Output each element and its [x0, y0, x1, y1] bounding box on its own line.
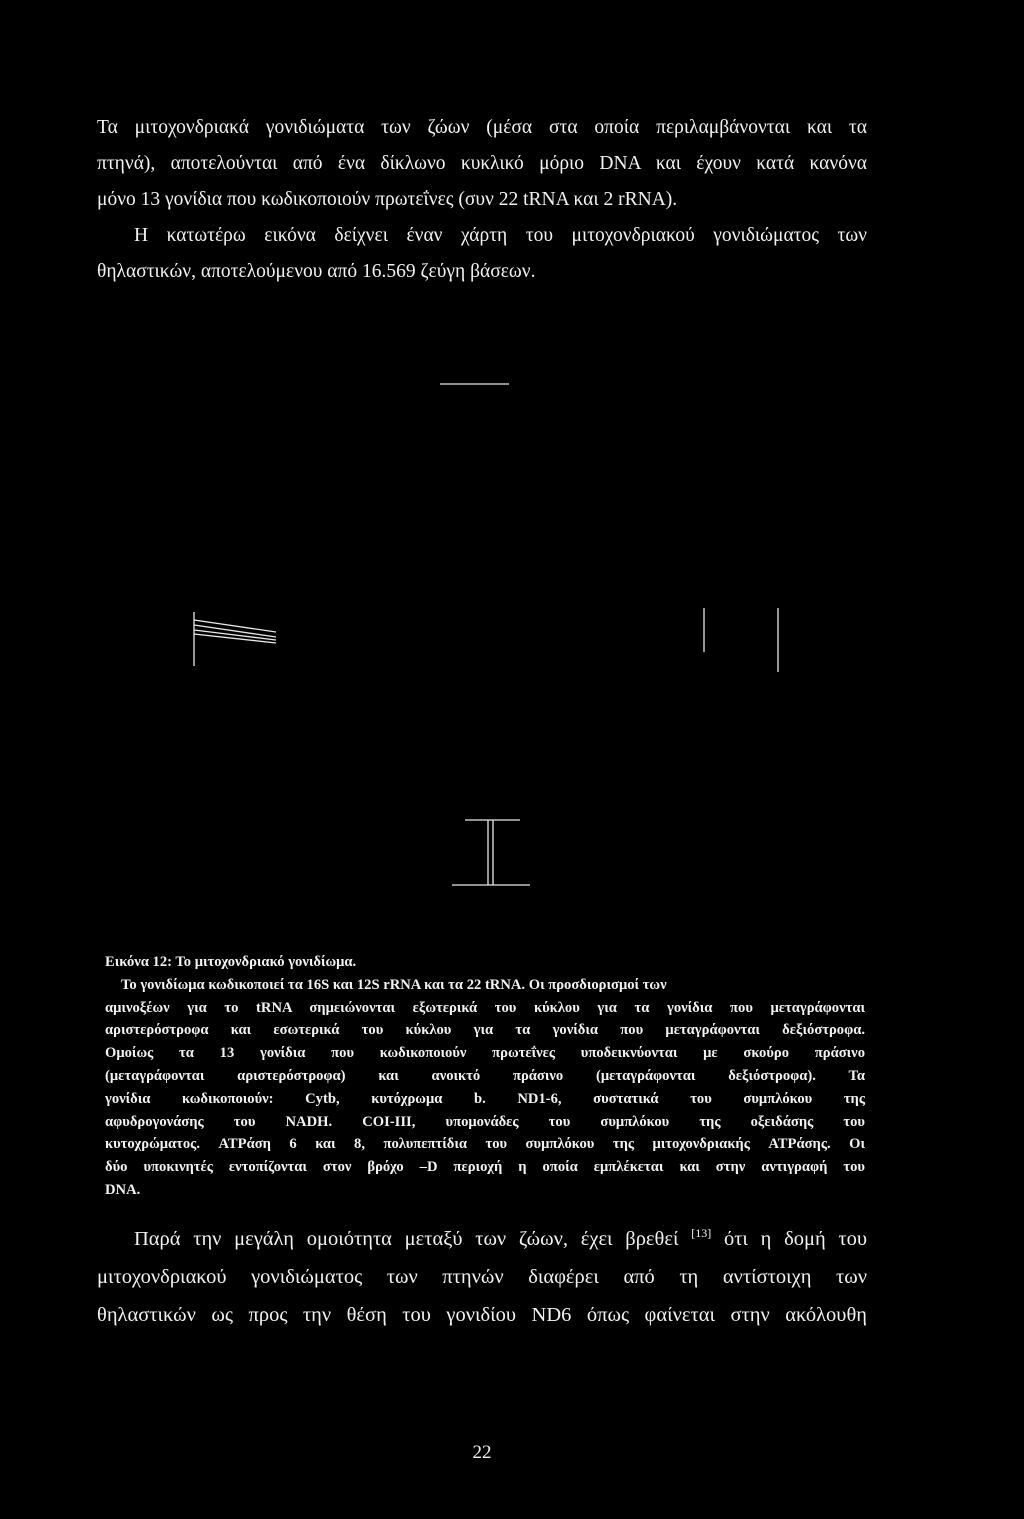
- caption-line: αφυδρογονάσης του NADH. COI-III, υπομονάδες του συμπλόκου της οξειδάσης του: [105, 1113, 865, 1130]
- text-segment: ότι η δομή του: [723, 1228, 868, 1250]
- text-segment: Παρά την μεγάλη ομοιότητα μεταξύ των ζώων, έχει βρεθεί: [134, 1228, 679, 1250]
- second-paragraph: [97, 1220, 867, 1334]
- figure-caption: [105, 951, 865, 1202]
- caption-line: κυτοχρώματος. ATPάση 6 και 8, πολυπεπτίδια του συμπλόκου της μιτοχονδριακής ATPάσης. Οι: [105, 1136, 865, 1153]
- caption-line: DNA.: [105, 1181, 141, 1198]
- text-line: Τα μιτοχονδριακά γονιδιώματα των ζώων (μέσα στα οποία περιλαμβάνονται και τα: [97, 117, 867, 138]
- caption-line: δύο υποκινητές εντοπίζονται στον βρόχο –D περιοχή η οποία εμπλέκεται και στην αντιγραφή του: [105, 1159, 865, 1176]
- page-number: 22: [472, 1442, 492, 1463]
- caption-line: (μεταγράφονται αριστερόστροφα) και ανοικτό πράσινο (μεταγράφονται δεξιόστροφα). Τα: [105, 1067, 865, 1084]
- caption-line: Ομοίως τα 13 γονίδια που κωδικοποιούν πρωτεΐνες υποδεικνύονται με σκούρο πράσινο: [105, 1045, 865, 1062]
- text-line: μόνο 13 γονίδια που κωδικοποιούν πρωτεΐνες (συν 22 tRNA και 2 rRNA).: [97, 189, 678, 210]
- text-line: θηλαστικών ως προς την θέση του γονιδίου ND6 όπως φαίνεται στην ακόλουθη: [97, 1304, 867, 1326]
- text-line: πτηνά), αποτελούνται από ένα δίκλωνο κυκλικό μόριο DNA και έχουν κατά κανόνα: [97, 153, 867, 174]
- text-line: [97, 1220, 867, 1258]
- caption-title: Εικόνα 12: Το μιτοχονδριακό γονιδίωμα.: [105, 954, 357, 970]
- text-line: θηλαστικών, αποτελούμενου από 16.569 ζεύγη βάσεων.: [97, 261, 536, 282]
- caption-line: αμινοξέων για το tRNA σημειώνονται εξωτερικά του κύκλου για τα γονίδια που μεταγράφονται: [105, 999, 865, 1016]
- text-line: Η κατωτέρω εικόνα δείχνει έναν χάρτη του μιτοχονδριακού γονιδιώματος των: [134, 225, 867, 246]
- mitochondrial-genome-figure: [0, 370, 1024, 890]
- caption-line: Το γονιδίωμα κωδικοποιεί τα 16S και 12S rRNA και τα 22 tRNA. Οι προσδιορισμοί των: [121, 976, 667, 993]
- caption-line: αριστερόστροφα και εσωτερικά του κύκλου για τα γονίδια που μεταγράφονται δεξιόστροφα.: [105, 1022, 865, 1039]
- citation-ref: [13]: [691, 1226, 712, 1241]
- intro-paragraph: [97, 110, 867, 290]
- text-line: μιτοχονδριακού γονιδιώματος των πτηνών διαφέρει από τη αντίστοιχη των: [97, 1266, 867, 1288]
- figure-fragments: [0, 370, 1024, 890]
- figure-fragment-left-stripe: [194, 620, 276, 632]
- caption-line: γονίδια κωδικοποιούν: Cytb, κυτόχρωμα b. ND1-6, συστατικά του συμπλόκου της: [105, 1090, 865, 1107]
